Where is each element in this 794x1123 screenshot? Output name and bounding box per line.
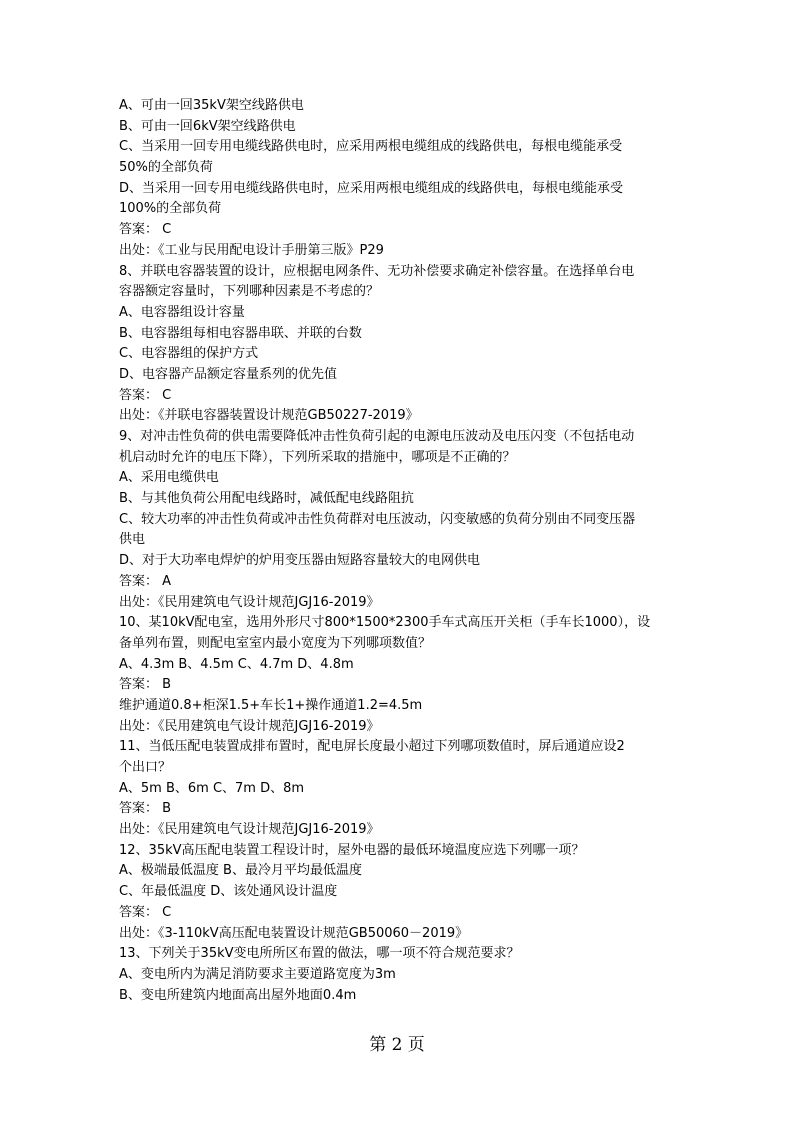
text-line: 8、并联电容器装置的设计，应根据电网条件、无功补偿要求确定补偿容量。在选择单台电 [119,263,635,279]
text-line: 13、下列关于35kV变电所所区布置的做法，哪一项不符合规范要求？ [119,946,520,962]
text-line: 出处：《民用建筑电气设计规范JGJ16-2019》 [119,594,380,610]
text-line: 出处：《民用建筑电气设计规范JGJ16-2019》 [119,718,380,734]
text-line: A、可由一回35kV架空线路供电 [119,98,304,113]
text-line: 10、某10kV配电室，选用外形尺寸800*1500*2300手车式高压开关柜（手车长1000），设 [119,615,651,631]
text-line: A、电容器组设计容量 [119,304,245,320]
text-line: C、年最低温度 D、该处通风设计温度 [119,884,338,900]
text-line: 答案： B [119,801,172,817]
text-line: A、极端最低温度 B、最冷月平均最低温度 [119,863,362,879]
text-line: 答案： C [119,387,172,403]
text-line: 100%的全部负荷 [119,201,222,217]
page-number: 第 2 页 [369,1035,425,1055]
text-line: 9、对冲击性负荷的供电需要降低冲击性负荷引起的电源电压波动及电压闪变（不包括电动 [119,429,635,444]
text-line: C、较大功率的冲击性负荷或冲击性负荷群对电压波动，闪变敏感的负荷分别由不同变压器 [119,511,636,527]
text-line: 出处：《并联电容器装置设计规范GB50227-2019》 [119,408,419,424]
text-line: A、变电所内为满足消防要求主要道路宽度为3m [119,966,396,982]
document-body [119,96,679,1006]
text-line: B、变电所建筑内地面高出屋外地面0.4m [119,987,357,1003]
text-line: 答案： C [119,222,172,238]
text-line: 个出口？ [119,760,172,775]
text-line: C、当采用一回专用电缆线路供电时，应采用两根电缆组成的线路供电，每根电缆能承受 [119,139,623,155]
text-line: 供电 [119,532,146,548]
text-line: 维护通道0.8+柜深1.5+车长1+操作通道1.2=4.5m [119,697,423,713]
text-line: 答案： C [119,904,172,920]
text-line: B、可由一回6kV架空线路供电 [119,118,296,134]
text-line: 备单列布置，则配电室室内最小宽度为下列哪项数值？ [119,635,432,651]
text-line: 出处：《工业与民用配电设计手册第三版》P29 [119,242,384,258]
text-line: 机启动时允许的电压下降），下列所采取的措施中，哪项是不正确的？ [119,449,516,465]
text-line: B、与其他负荷公用配电线路时，减低配电线路阻抗 [119,491,414,507]
text-line: 11、当低压配电装置成排布置时，配电屏长度最小超过下列哪项数值时，屏后通道应设2 [119,739,625,755]
text-line: A、采用电缆供电 [119,470,219,486]
text-line: 12、35kV高压配电装置工程设计时，屋外电器的最低环境温度应选下列哪一项？ [119,842,585,858]
text-line: 答案： B [119,677,172,693]
text-line: D、对于大功率电焊炉的炉用变压器由短路容量较大的电网供电 [119,553,481,569]
text-line: C、电容器组的保护方式 [119,346,259,362]
text-line: D、电容器产品额定容量系列的优先值 [119,366,338,382]
text-line: A、4.3m B、4.5m C、4.7m D、4.8m [119,656,354,672]
text-line: 容器额定容量时，下列哪种因素是不考虑的？ [119,284,380,300]
text-line: 50%的全部负荷 [119,160,213,176]
text-line: 出处：《民用建筑电气设计规范JGJ16-2019》 [119,822,380,838]
text-line: A、5m B、6m C、7m D、8m [119,780,305,796]
text-line: B、电容器组每相电容器串联、并联的台数 [119,325,362,341]
text-line: 出处：《3-110kV高压配电装置设计规范GB50060－2019》 [119,925,469,941]
text-line: 答案： A [119,573,172,589]
text-line: D、当采用一回专用电缆线路供电时，应采用两根电缆组成的线路供电，每根电缆能承受 [119,180,624,196]
